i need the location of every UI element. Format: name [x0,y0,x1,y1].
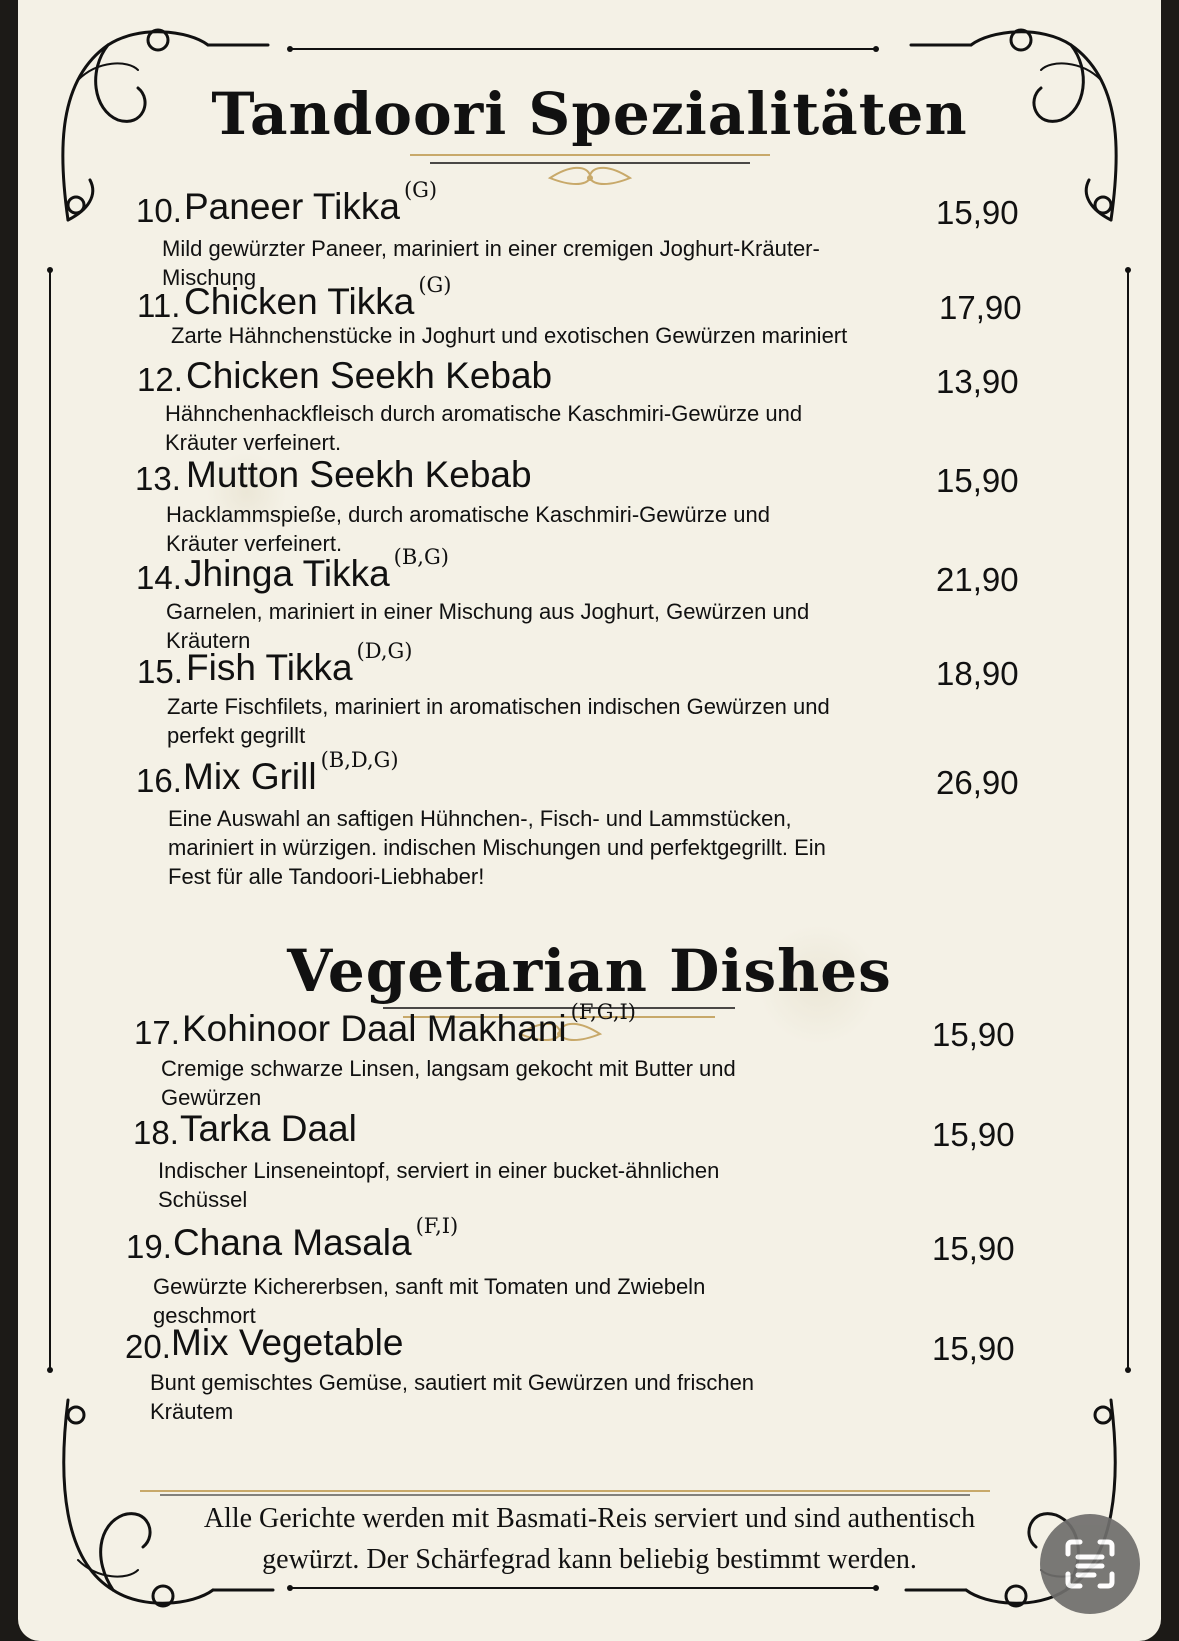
description-line: Fest für alle Tandoori-Liebhaber! [168,864,485,889]
description-line: Mild gewürzter Paneer, mariniert in einer cremigen Joghurt-Kräuter- [162,236,820,261]
allergen-codes: (B,G) [393,545,449,569]
allergen-codes: (G) [403,178,438,202]
item-name [184,178,438,228]
item-name-text: Mix Vegetable [171,1322,404,1363]
item-description [168,804,826,891]
item-description [158,1156,719,1214]
item-price: 15,90 [936,194,1019,231]
footer-line: gewürzt. Der Schärfegrad kann beliebig bestimmt werden. [262,1544,917,1575]
item-price: 21,90 [936,561,1019,598]
item-number: 17. [134,1014,180,1051]
description-line: Eine Auswahl an saftigen Hühnchen-, Fisch- und Lammstücken, [168,806,792,831]
description-line: Cremige schwarze Linsen, langsam gekocht mit Butter und [161,1056,736,1081]
item-name-text: Chicken Seekh Kebab [186,355,553,396]
item-price: 15,90 [936,462,1019,499]
item-name-text: Mix Grill [183,756,317,797]
description-line: Kräutem [150,1399,234,1424]
item-name [182,1000,636,1050]
item-number: 16. [136,762,182,799]
description-line: Bunt gemischtes Gemüse, sautiert mit Gewürzen und frischen [150,1370,755,1395]
item-description [171,321,847,350]
item-name [186,355,556,397]
item-number: 10. [136,192,182,229]
item-price: 26,90 [936,764,1019,801]
section-title-tandoori: Tandoori Spezialitäten [211,80,968,148]
item-name-text: Tarka Daal [180,1108,357,1149]
allergen-codes: (F,G,I) [570,1000,636,1024]
section-title-vegetarian: Vegetarian Dishes [287,937,892,1005]
item-description [161,1054,736,1112]
item-number: 15. [137,653,183,690]
item-price: 15,90 [932,1116,1015,1153]
description-line: Gewürzen [161,1085,262,1110]
text-scan-icon [1040,1514,1140,1614]
item-name-text: Mutton Seekh Kebab [186,454,532,495]
description-line: Zarte Fischfilets, mariniert in aromatischen indischen Gewürzen und [167,694,830,719]
item-name [180,1108,361,1150]
item-name [186,454,536,496]
item-name [186,639,413,689]
item-name-text: Chicken Tikka [184,281,415,322]
item-number: 11. [137,287,181,324]
item-description [166,500,770,558]
item-number: 12. [137,361,183,398]
item-price: 15,90 [932,1330,1015,1367]
item-price: 15,90 [932,1016,1015,1053]
item-name-text: Jhinga Tikka [184,553,390,594]
item-number: 14. [136,559,182,596]
description-line: geschmort [153,1303,256,1328]
description-line: Hähnchenhackfleisch durch aromatische Kaschmiri-Gewürze und [165,401,803,426]
description-line: Garnelen, mariniert in einer Mischung aus Joghurt, Gewürzen und [166,599,810,624]
item-number: 13. [135,460,181,497]
item-description [165,399,802,457]
allergen-codes: (D,G) [356,639,413,663]
item-name-text: Chana Masala [173,1222,412,1263]
menu-page [18,0,1161,1641]
item-price: 17,90 [939,289,1022,326]
allergen-codes: (B,D,G) [320,748,399,772]
item-name [184,545,449,595]
item-name [173,1214,459,1264]
item-name-text: Paneer Tikka [184,186,400,227]
item-price: 13,90 [936,363,1019,400]
item-number: 20. [125,1328,171,1365]
item-description [150,1368,754,1426]
flourish-ornament-icon [410,155,770,184]
description-line: mariniert in würzigen. indischen Mischungen und perfektgegrillt. Ein [168,835,826,860]
description-line: Kräutern [166,628,251,653]
item-name-text: Fish Tikka [186,647,353,688]
item-description [167,692,830,750]
description-line: Zarte Hähnchenstücke in Joghurt und exotischen Gewürzen mariniert [171,323,848,348]
text-scan-button[interactable] [1040,1514,1140,1614]
description-line: Schüssel [158,1187,248,1212]
description-line: perfekt gegrillt [167,723,306,748]
allergen-codes: (F,I) [415,1214,459,1238]
item-price: 18,90 [936,655,1019,692]
description-line: Indischer Linseneintopf, serviert in einer bucket-ähnlichen [158,1158,720,1183]
item-name [183,748,399,798]
item-number: 19. [126,1228,172,1265]
description-line: Kräuter verfeinert. [165,430,342,455]
allergen-codes: (G) [418,273,452,297]
item-name [171,1322,407,1364]
footer-line: Alle Gerichte werden mit Basmati-Reis serviert und sind authentisch [203,1503,976,1534]
footer-note [18,1498,1161,1580]
description-line: Hacklammspieße, durch aromatische Kaschmiri-Gewürze und [166,502,770,527]
item-number: 18. [133,1114,179,1151]
description-line: Kräuter verfeinert. [166,531,343,556]
item-price: 15,90 [932,1230,1015,1267]
description-line: Gewürzte Kichererbsen, sanft mit Tomaten und Zwiebeln [153,1274,706,1299]
description-line: Mischung [162,265,257,290]
item-name-text: Kohinoor Daal Makhani [182,1008,567,1049]
